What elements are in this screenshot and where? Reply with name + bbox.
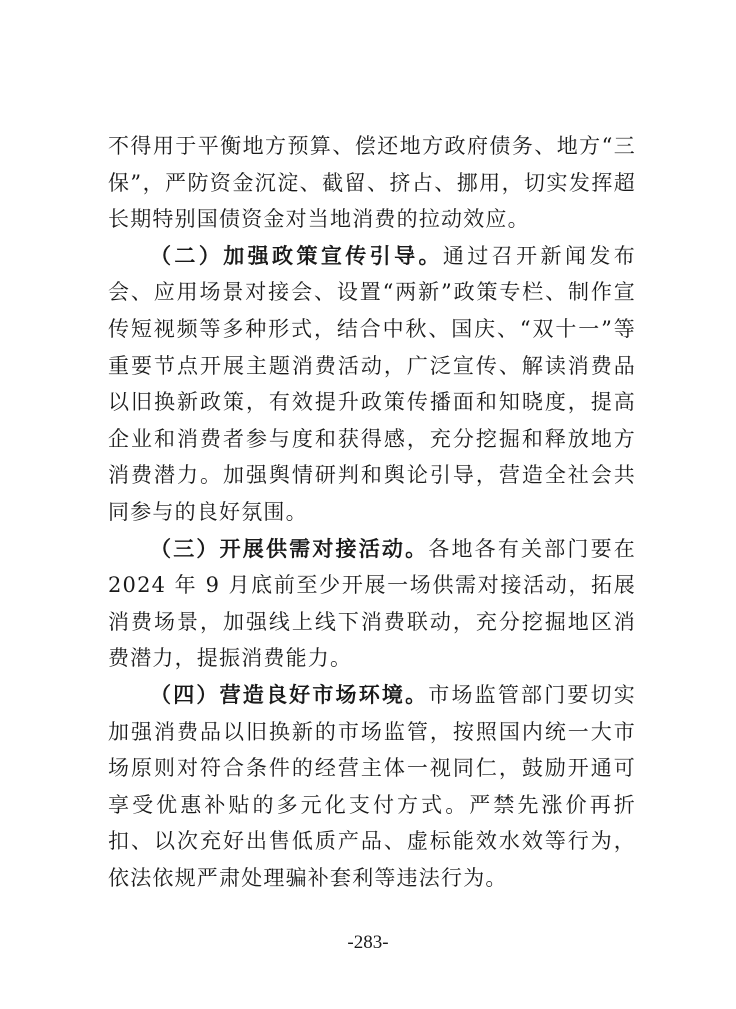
paragraph-market-environment [108,677,636,897]
paragraph-supply-demand [108,531,636,677]
paragraph-text: 各地各有关部门要在 2024 年 9 月底前至少开展一场供需对接活动，拓展消费场景，加强线上线下消费联动，充分挖掘地区消费潜力，提振消费能力。 [108,536,636,671]
section-heading: （三）开展供需对接活动。 [150,536,429,561]
paragraph-policy-publicity [108,238,636,531]
paragraph-text: 不得用于平衡地方预算、偿还地方政府债务、地方“三保”，严防资金沉淀、截留、挤占、挪用，切实发挥超长期特别国债资金对当地消费的拉动效应。 [108,134,636,232]
section-heading: （二）加强政策宣传引导。 [150,243,443,268]
paragraph-text: 市场监管部门要切实加强消费品以旧换新的市场监管，按照国内统一大市场原则对符合条件的经营主体一视同仁，鼓励开通可享受优惠补贴的多元化支付方式。严禁先涨价再折扣、以次充好出售低质产品、虚标能效水效等行为，依法依规严肃处理骗补套利等违法行为。 [108,682,636,890]
page-number: -283- [347,932,389,953]
paragraph-continuation [108,128,636,238]
section-heading: （四）营造良好市场环境。 [150,682,429,707]
document-body [108,128,636,896]
paragraph-text: 通过召开新闻发布会、应用场景对接会、设置“两新”政策专栏、制作宣传短视频等多种形式，结合中秋、国庆、“双十一”等重要节点开展主题消费活动，广泛宣传、解读消费品以旧换新政策，有效提升政策传播面和知晓度，提高企业和消费者参与度和获得感，充分挖掘和释放地方消费潜力。加强舆情研判和舆论引导，营造全社会共同参与的良好氛围。 [108,243,636,524]
